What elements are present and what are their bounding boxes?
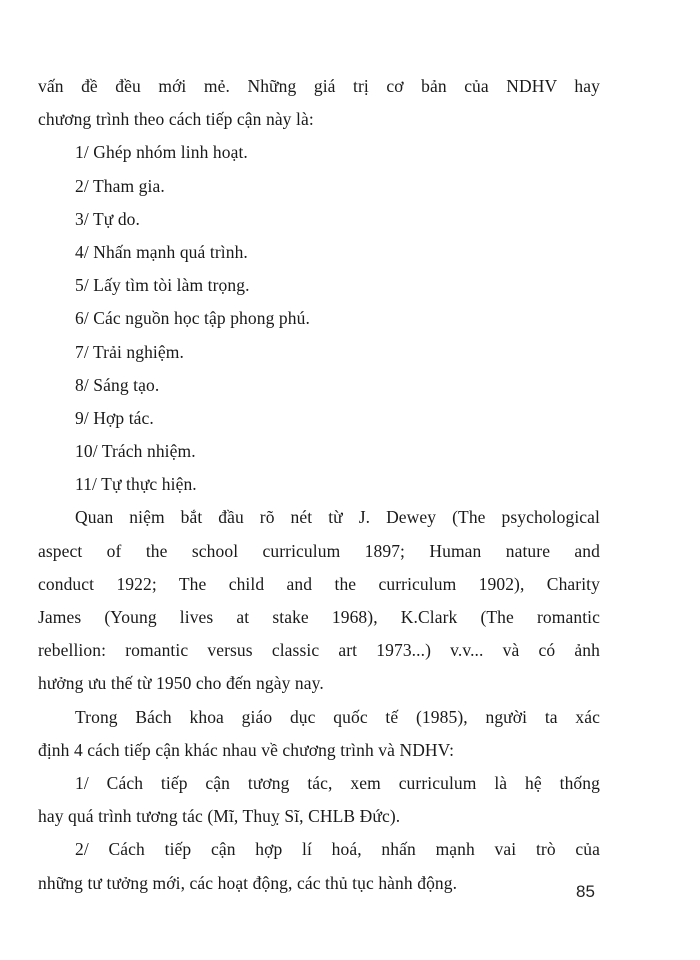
list-item: 4/ Nhấn mạnh quá trình.	[75, 241, 248, 262]
text-line: những tư tưởng mới, các hoạt động, các thủ tục hành động.	[38, 872, 458, 893]
text-line: conduct 1922; The child and the curriculum 1902), Charity	[38, 573, 600, 594]
text-line: 1/ Cách tiếp cận tương tác, xem curriculum là hệ thống	[75, 772, 600, 793]
text-line: định 4 cách tiếp cận khác nhau về chương trình và NDHV:	[38, 739, 455, 760]
dewey-paragraph	[38, 501, 600, 700]
approach-2-paragraph	[38, 833, 600, 899]
text-line: 2/ Cách tiếp cận hợp lí hoá, nhấn mạnh vai trò của	[75, 839, 600, 860]
list-item: 7/ Trải nghiệm.	[75, 341, 184, 362]
text-line: hay quá trình tương tác (Mĩ, Thuỵ Sĩ, CHLB Đức).	[38, 806, 401, 827]
approach-1-paragraph	[38, 767, 600, 833]
text-line: rebellion: romantic versus classic art 1973...) v.v... và có ảnh	[38, 640, 600, 661]
list-item: 11/ Tự thực hiện.	[75, 474, 197, 495]
text-line: James (Young lives at stake 1968), K.Clark (The romantic	[38, 607, 600, 627]
encyclopedia-paragraph	[38, 701, 600, 767]
list-item: 6/ Các nguồn học tập phong phú.	[75, 308, 310, 329]
text-line: aspect of the school curriculum 1897; Human nature and	[38, 540, 600, 561]
list-item: 8/ Sáng tạo.	[75, 374, 160, 395]
text-line: Quan niệm bắt đầu rõ nét từ J. Dewey (The psychological	[75, 507, 600, 528]
list-item: 10/ Trách nhiệm.	[75, 441, 196, 462]
text-line: hưởng ưu thế từ 1950 cho đến ngày nay.	[38, 673, 324, 694]
values-list	[38, 136, 600, 501]
list-item: 9/ Hợp tác.	[75, 407, 154, 428]
document-page	[38, 70, 600, 900]
text-line: Trong Bách khoa giáo dục quốc tế (1985), người ta xác	[75, 706, 600, 727]
page-number: 85	[576, 882, 595, 901]
list-item: 2/ Tham gia.	[75, 175, 165, 196]
intro-paragraph	[38, 70, 600, 136]
list-item: 5/ Lấy tìm tòi làm trọng.	[75, 275, 250, 296]
list-item: 1/ Ghép nhóm linh hoạt.	[75, 142, 248, 163]
text-line: chương trình theo cách tiếp cận này là:	[38, 109, 314, 130]
list-item: 3/ Tự do.	[75, 208, 140, 229]
text-line: vấn đề đều mới mẻ. Những giá trị cơ bản của NDHV hay	[38, 76, 600, 96]
